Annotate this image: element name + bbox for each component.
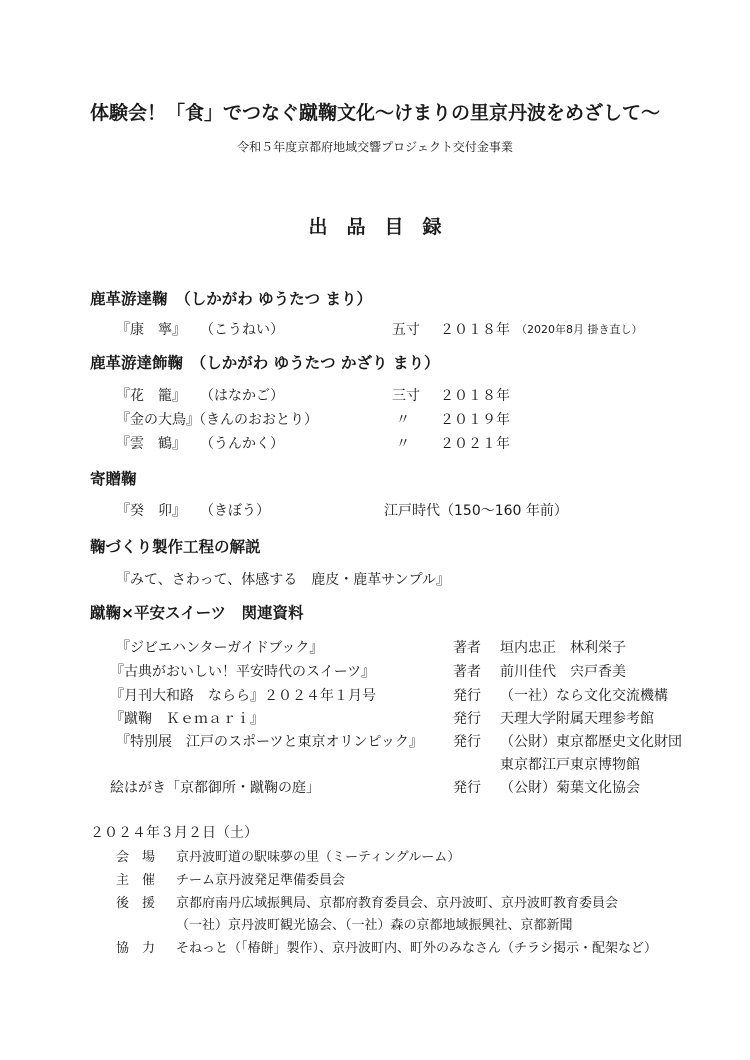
section-title: 蹴鞠×平安スイーツ 関連資料 [90, 604, 304, 622]
item-size: 五寸 [392, 322, 420, 338]
item-name: 『月刊大和路 ならら』２０２４年１月号 [110, 688, 376, 704]
item-year: ２０１９年 [440, 412, 510, 428]
event-date: ２０２４年３月２日（土） [90, 825, 258, 841]
info-value: （一社）京丹波町観光協会、（一社）森の京都地域振興社、京都新聞 [176, 918, 573, 933]
item-role: 発行 [453, 734, 481, 750]
info-label: 主 催 [116, 873, 156, 888]
item-name: 『蹴鞠 Ｋｅｍａｒｉ』 [110, 711, 264, 727]
item-size: 三寸 [392, 388, 420, 404]
item-size: 〃 [396, 436, 410, 452]
document-subtitle: 令和５年度京都府地域交響プロジェクト交付金事業 [237, 140, 513, 154]
info-value: 京都府南丹広域振興局、京都府教育委員会、京丹波町、京丹波町教育委員会 [176, 896, 619, 911]
info-value: そねっと（「椿餅」製作）、京丹波町内、町外のみなさん（チラシ掲示・配架など） [176, 941, 658, 956]
item-name: 絵はがき「京都御所・蹴鞠の庭」 [110, 780, 320, 796]
section-title: 鹿革游達鞠 （しかがわ ゆうたつ まり） [90, 290, 373, 308]
info-label: 協 力 [116, 941, 156, 956]
item-name: 『みて、さわって、体感する 鹿皮・鹿革サンプル』 [116, 572, 451, 588]
item-name: 『雲 鶴』 [116, 436, 186, 452]
item-period: 江戸時代（150〜160 年前） [384, 503, 568, 519]
item-credit: 天理大学附属天理参考館 [500, 711, 654, 727]
item-year: ２０１８年 [440, 388, 510, 404]
item-role: 発行 [453, 688, 481, 704]
item-name: 『特別展 江戸のスポーツと東京オリンピック』 [116, 734, 423, 750]
info-label: 後 援 [116, 896, 156, 911]
item-reading: （きぼう） [200, 503, 270, 519]
info-value: チーム京丹波発足準備委員会 [176, 873, 346, 888]
item-name: 『金の大鳥』 [116, 412, 200, 428]
section-title: 寄贈鞠 [90, 470, 137, 488]
item-role: 発行 [453, 780, 481, 796]
catalog-heading: 出品目録 [308, 216, 461, 238]
item-role: 著者 [453, 664, 481, 680]
item-credit: （一社）なら文化交流機構 [500, 688, 668, 704]
item-credit: 前川佳代 宍戸香美 [500, 664, 626, 680]
section-title: 鹿革游達飾鞠 （しかがわ ゆうたつ かざり まり） [90, 354, 440, 372]
item-reading: （はなかご） [200, 388, 284, 404]
item-name: 『癸 卯』 [116, 503, 186, 519]
item-credit: （公財）菊葉文化協会 [500, 780, 640, 796]
item-year: ２０２１年 [440, 436, 510, 452]
item-name: 『古典がおいしい！平安時代のスイーツ』 [110, 664, 376, 680]
item-year: ２０１８年 [440, 322, 510, 338]
item-reading: （きんのおおとり） [192, 412, 318, 428]
item-size: 〃 [396, 412, 410, 428]
document-title: 体験会！「食」でつなぐ蹴鞠文化〜けまりの里京丹波をめざして〜 [89, 102, 660, 124]
item-credit: 垣内忠正 林利栄子 [500, 640, 626, 656]
item-credit: 東京都江戸東京博物館 [500, 757, 640, 773]
item-reading: （うんかく） [200, 436, 284, 452]
item-reading: （こうねい） [200, 322, 284, 338]
item-note: （2020年8月 掛き直し） [516, 323, 643, 336]
item-credit: （公財）東京都歴史文化財団 [500, 734, 682, 750]
info-label: 会 場 [116, 850, 156, 865]
item-name: 『康 寧』 [116, 322, 186, 338]
item-role: 発行 [453, 711, 481, 727]
item-name: 『ジビエハンターガイドブック』 [116, 640, 324, 656]
section-title: 鞠づくり製作工程の解説 [90, 538, 261, 556]
item-name: 『花 籠』 [116, 388, 186, 404]
info-value: 京丹波町道の駅味夢の里（ミーティングルーム） [176, 850, 461, 865]
item-role: 著者 [453, 640, 481, 656]
